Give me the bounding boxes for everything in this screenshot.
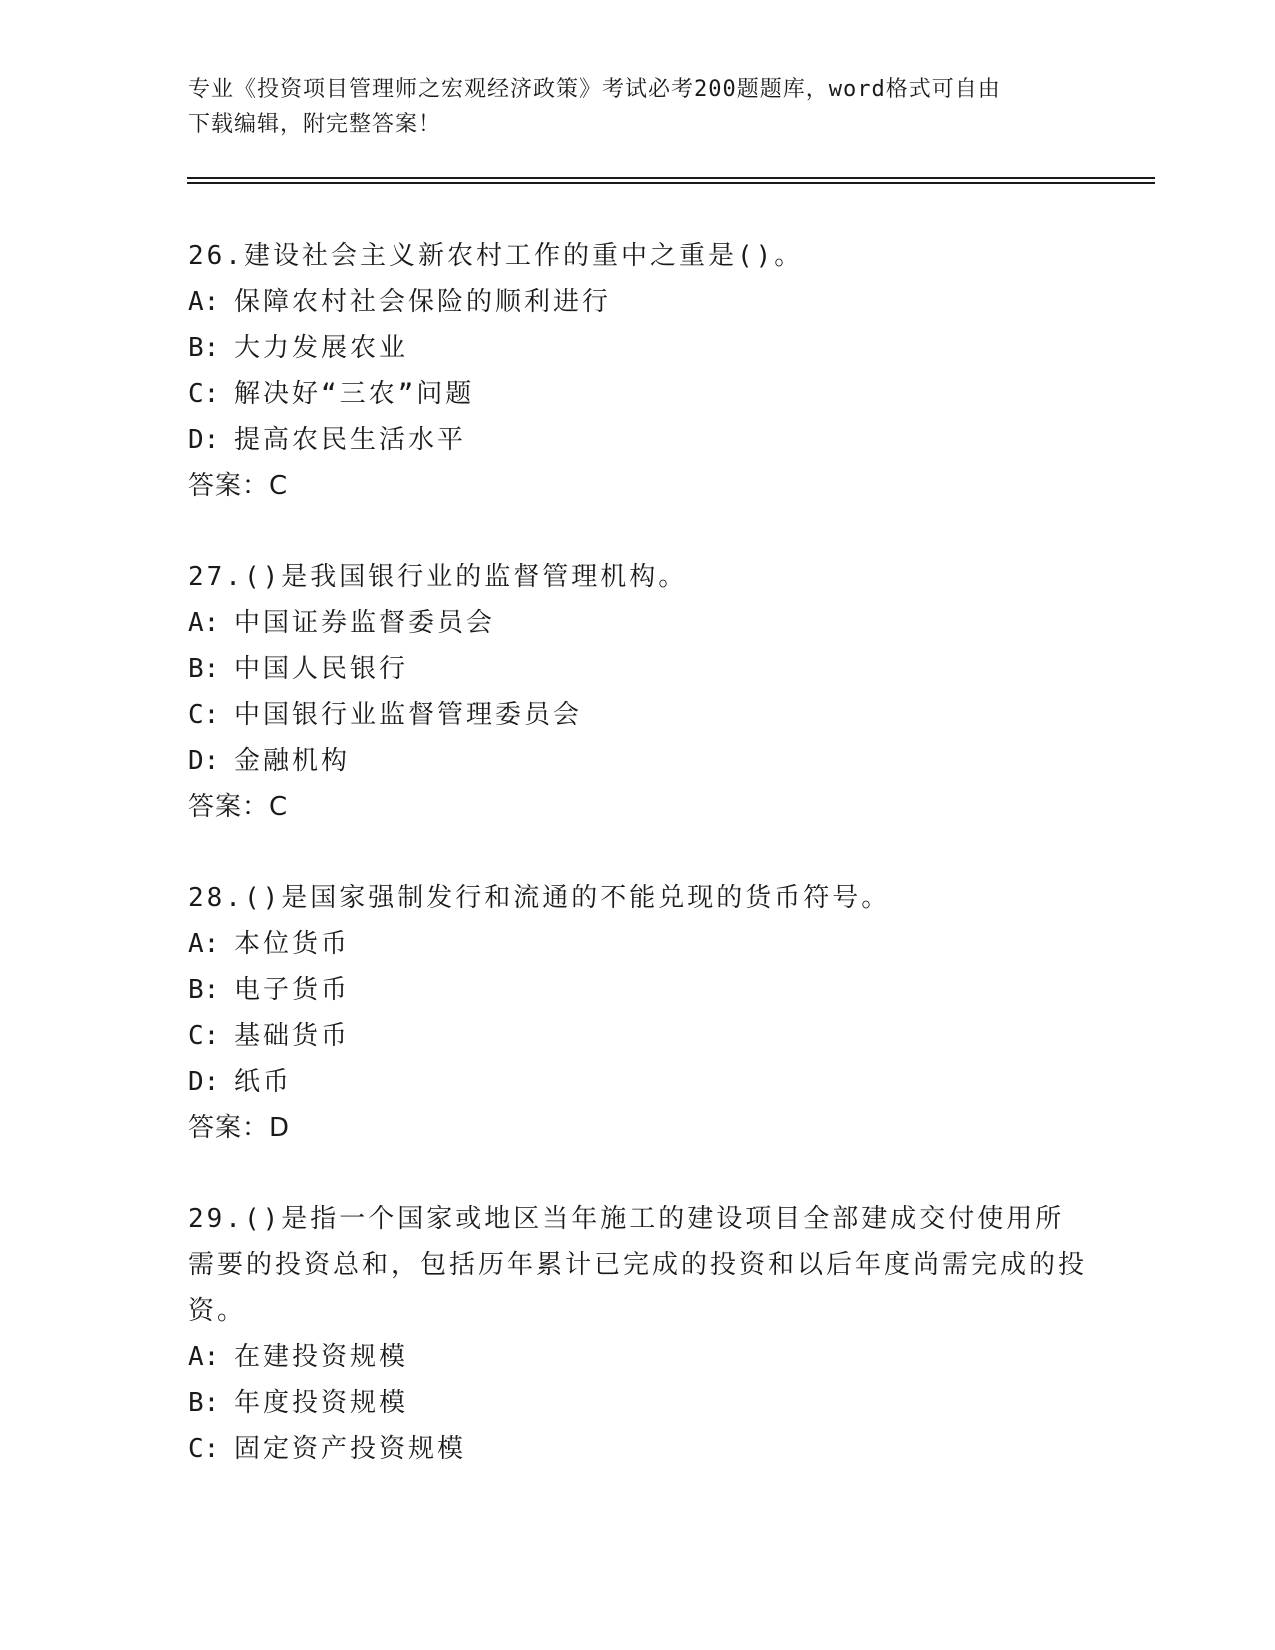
answer-line: 答案：C xyxy=(188,471,289,501)
option-letter: A: xyxy=(188,608,220,638)
option-text: 在建投资规模 xyxy=(234,1342,409,1372)
question-27 xyxy=(188,554,1088,830)
option-letter: C: xyxy=(188,1434,220,1464)
question-list xyxy=(188,233,1088,1517)
option-letter: B: xyxy=(188,1388,220,1418)
answer-line: 答案：C xyxy=(188,792,289,822)
option-letter: D: xyxy=(188,746,220,776)
option-text: 本位货币 xyxy=(234,929,351,959)
question-28 xyxy=(188,875,1088,1151)
option-letter: A: xyxy=(188,287,220,317)
option-text: 中国银行业监督管理委员会 xyxy=(234,700,583,730)
option-text: 电子货币 xyxy=(234,975,351,1005)
option-text: 基础货币 xyxy=(234,1021,351,1051)
option-b xyxy=(188,1380,1088,1426)
option-letter: B: xyxy=(188,333,220,363)
option-text: 中国证券监督委员会 xyxy=(234,608,496,638)
option-b xyxy=(188,646,1088,692)
option-text: 中国人民银行 xyxy=(234,654,409,684)
option-d xyxy=(188,738,1088,784)
option-b xyxy=(188,325,1088,371)
option-letter: A: xyxy=(188,929,220,959)
question-stem: 27.()是我国银行业的监督管理机构。 xyxy=(188,562,688,592)
option-a xyxy=(188,279,1088,325)
option-text: 解决好“三农”问题 xyxy=(234,379,475,409)
option-letter: C: xyxy=(188,379,220,409)
option-b xyxy=(188,967,1088,1013)
option-letter: D: xyxy=(188,1067,220,1097)
question-29 xyxy=(188,1196,1088,1472)
option-letter: B: xyxy=(188,654,220,684)
option-text: 固定资产投资规模 xyxy=(234,1434,467,1464)
option-text: 金融机构 xyxy=(234,746,351,776)
header-line-2: 下载编辑，附完整答案！ xyxy=(188,112,442,137)
option-letter: A: xyxy=(188,1342,220,1372)
option-letter: D: xyxy=(188,425,220,455)
header-line-1: 专业《投资项目管理师之宏观经济政策》考试必考200题题库，word格式可自由 xyxy=(188,77,1001,102)
question-stem: 26.建设社会主义新农村工作的重中之重是()。 xyxy=(188,241,804,271)
option-letter: C: xyxy=(188,1021,220,1051)
option-d xyxy=(188,417,1088,463)
header-divider-bottom xyxy=(187,182,1155,184)
option-text: 纸币 xyxy=(234,1067,293,1097)
option-c xyxy=(188,371,1088,417)
option-c xyxy=(188,692,1088,738)
option-a xyxy=(188,921,1088,967)
answer-line: 答案：D xyxy=(188,1113,291,1143)
option-c xyxy=(188,1426,1088,1472)
option-text: 大力发展农业 xyxy=(234,333,409,363)
question-26 xyxy=(188,233,1088,509)
option-text: 保障农村社会保险的顺利进行 xyxy=(234,287,612,317)
option-letter: C: xyxy=(188,700,220,730)
option-d xyxy=(188,1059,1088,1105)
option-c xyxy=(188,1013,1088,1059)
header-divider-top xyxy=(187,177,1155,179)
question-stem: 29.()是指一个国家或地区当年施工的建设项目全部建成交付使用所需要的投资总和，包括历年累计已完成的投资和以后年度尚需完成的投资。 xyxy=(188,1204,1088,1326)
document-header xyxy=(188,72,1088,142)
option-text: 提高农民生活水平 xyxy=(234,425,467,455)
option-a xyxy=(188,600,1088,646)
option-text: 年度投资规模 xyxy=(234,1388,409,1418)
question-stem: 28.()是国家强制发行和流通的不能兑现的货币符号。 xyxy=(188,883,891,913)
option-letter: B: xyxy=(188,975,220,1005)
option-a xyxy=(188,1334,1088,1380)
